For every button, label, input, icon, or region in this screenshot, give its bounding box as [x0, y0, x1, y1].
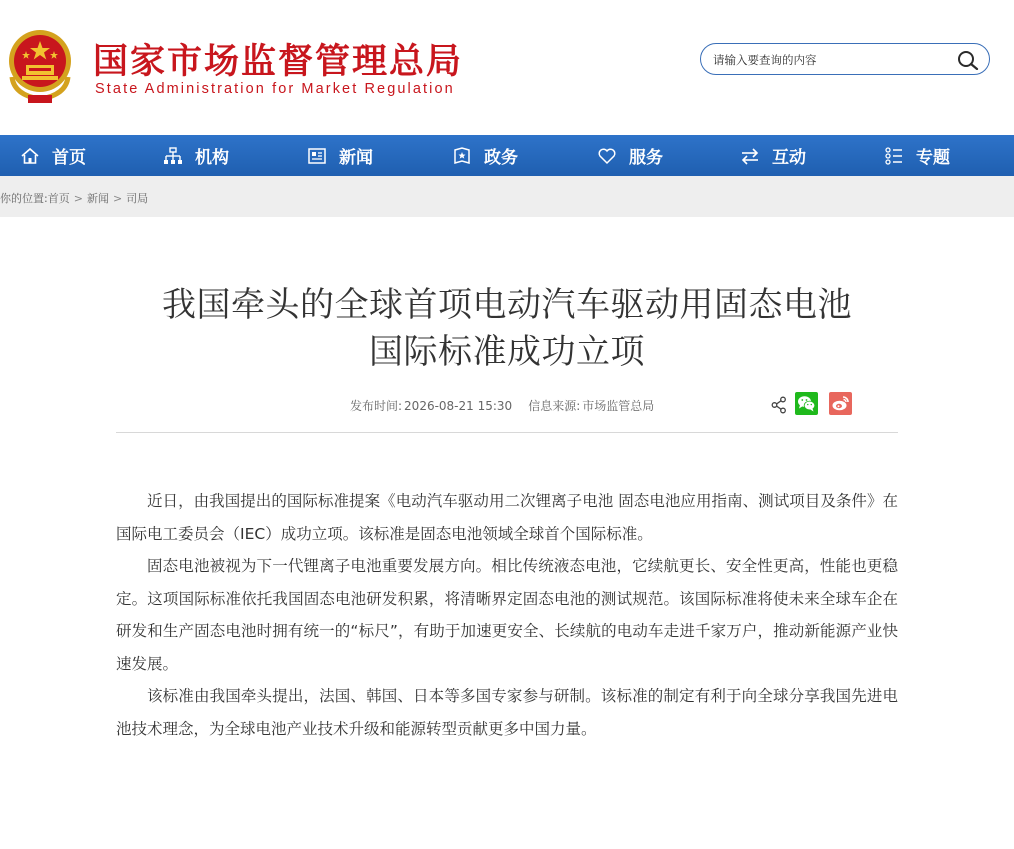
article-body: [116, 485, 898, 745]
search-icon[interactable]: [957, 50, 979, 70]
nav-item-home[interactable]: [20, 135, 86, 176]
nav-label-org: 机构: [195, 148, 229, 168]
org-chart-icon: [163, 146, 183, 166]
breadcrumb-separator: >: [73, 192, 83, 205]
nav-item-news[interactable]: [307, 135, 373, 176]
publish-label: 发布时间:: [350, 399, 403, 413]
breadcrumb: [0, 190, 148, 206]
newspaper-icon: [307, 146, 327, 166]
breadcrumb-separator: >: [112, 192, 123, 205]
article-title-line2: 国际标准成功立项: [369, 332, 645, 372]
nav-label-topics: 专题: [916, 148, 950, 168]
exchange-arrows-icon: [740, 146, 760, 166]
source-name: 市场监管总局: [582, 399, 655, 413]
search-box: [700, 43, 990, 75]
article-meta: [350, 397, 656, 414]
nav-label-news: 新闻: [339, 148, 373, 168]
publish-time: 2026-08-21 15:30: [404, 399, 513, 413]
article-paragraph: 该标准由我国牵头提出，法国、韩国、日本等多国专家参与研制。该标准的制定有利于向全球分享我国先进电池技术理念，为全球电池产业技术升级和能源转型贡献更多中国力量。: [116, 687, 898, 738]
breadcrumb-prefix: 你的位置:: [0, 192, 48, 205]
nav-item-interact[interactable]: [740, 135, 806, 176]
article-title-line1: 我国牵头的全球首项电动汽车驱动用固态电池: [162, 285, 852, 325]
home-icon: [20, 146, 40, 166]
shield-book-icon: [452, 146, 472, 166]
main-nav: [0, 135, 1014, 176]
article-paragraph: 近日，由我国提出的国际标准提案《电动汽车驱动用二次锂离子电池 固态电池应用指南、测试项目及条件》在国际电工委员会（IEC）成功立项。该标准是固态电池领域全球首个国际标准。: [116, 492, 898, 543]
search-input[interactable]: [711, 49, 955, 71]
breadcrumb-bar: [0, 176, 1014, 217]
source-label: 信息来源:: [528, 399, 581, 413]
nav-item-topics[interactable]: [884, 135, 950, 176]
heart-icon: [597, 146, 617, 166]
wechat-share-icon[interactable]: [795, 392, 818, 415]
site-subtitle: State Administration for Market Regulation: [95, 81, 455, 97]
site-header: [0, 0, 1014, 135]
nav-label-service: 服务: [629, 148, 663, 168]
site-title[interactable]: 国家市场监督管理总局: [93, 42, 464, 82]
list-icon: [884, 146, 904, 166]
nav-label-home: 首页: [52, 148, 86, 168]
article-title: [100, 282, 914, 376]
wechat-icon: [795, 392, 818, 415]
title-divider: [116, 432, 898, 433]
nav-label-interact: 互动: [772, 148, 806, 168]
nav-item-org[interactable]: [163, 135, 229, 176]
breadcrumb-news[interactable]: 新闻: [86, 192, 109, 205]
national-emblem-icon[interactable]: [4, 27, 76, 105]
weibo-share-icon[interactable]: [829, 392, 852, 415]
share-icon[interactable]: [771, 396, 787, 414]
nav-item-affairs[interactable]: [452, 135, 518, 176]
breadcrumb-home[interactable]: 首页: [47, 192, 70, 205]
nav-label-affairs: 政务: [484, 148, 518, 168]
weibo-icon: [829, 392, 852, 415]
nav-item-service[interactable]: [597, 135, 663, 176]
article-paragraph: 固态电池被视为下一代锂离子电池重要发展方向。相比传统液态电池，它续航更长、安全性更高，性能也更稳定。这项国际标准依托我国固态电池研发积累，将清晰界定固态电池的测试规范。该国际标准将使未来全球车企在研发和生产固态电池时拥有统一的“标尺”，有助于加速更安全、长续航的电动车走进千家万户，推动新能源产业快速发展。: [116, 557, 898, 673]
breadcrumb-bureau[interactable]: 司局: [126, 192, 149, 205]
